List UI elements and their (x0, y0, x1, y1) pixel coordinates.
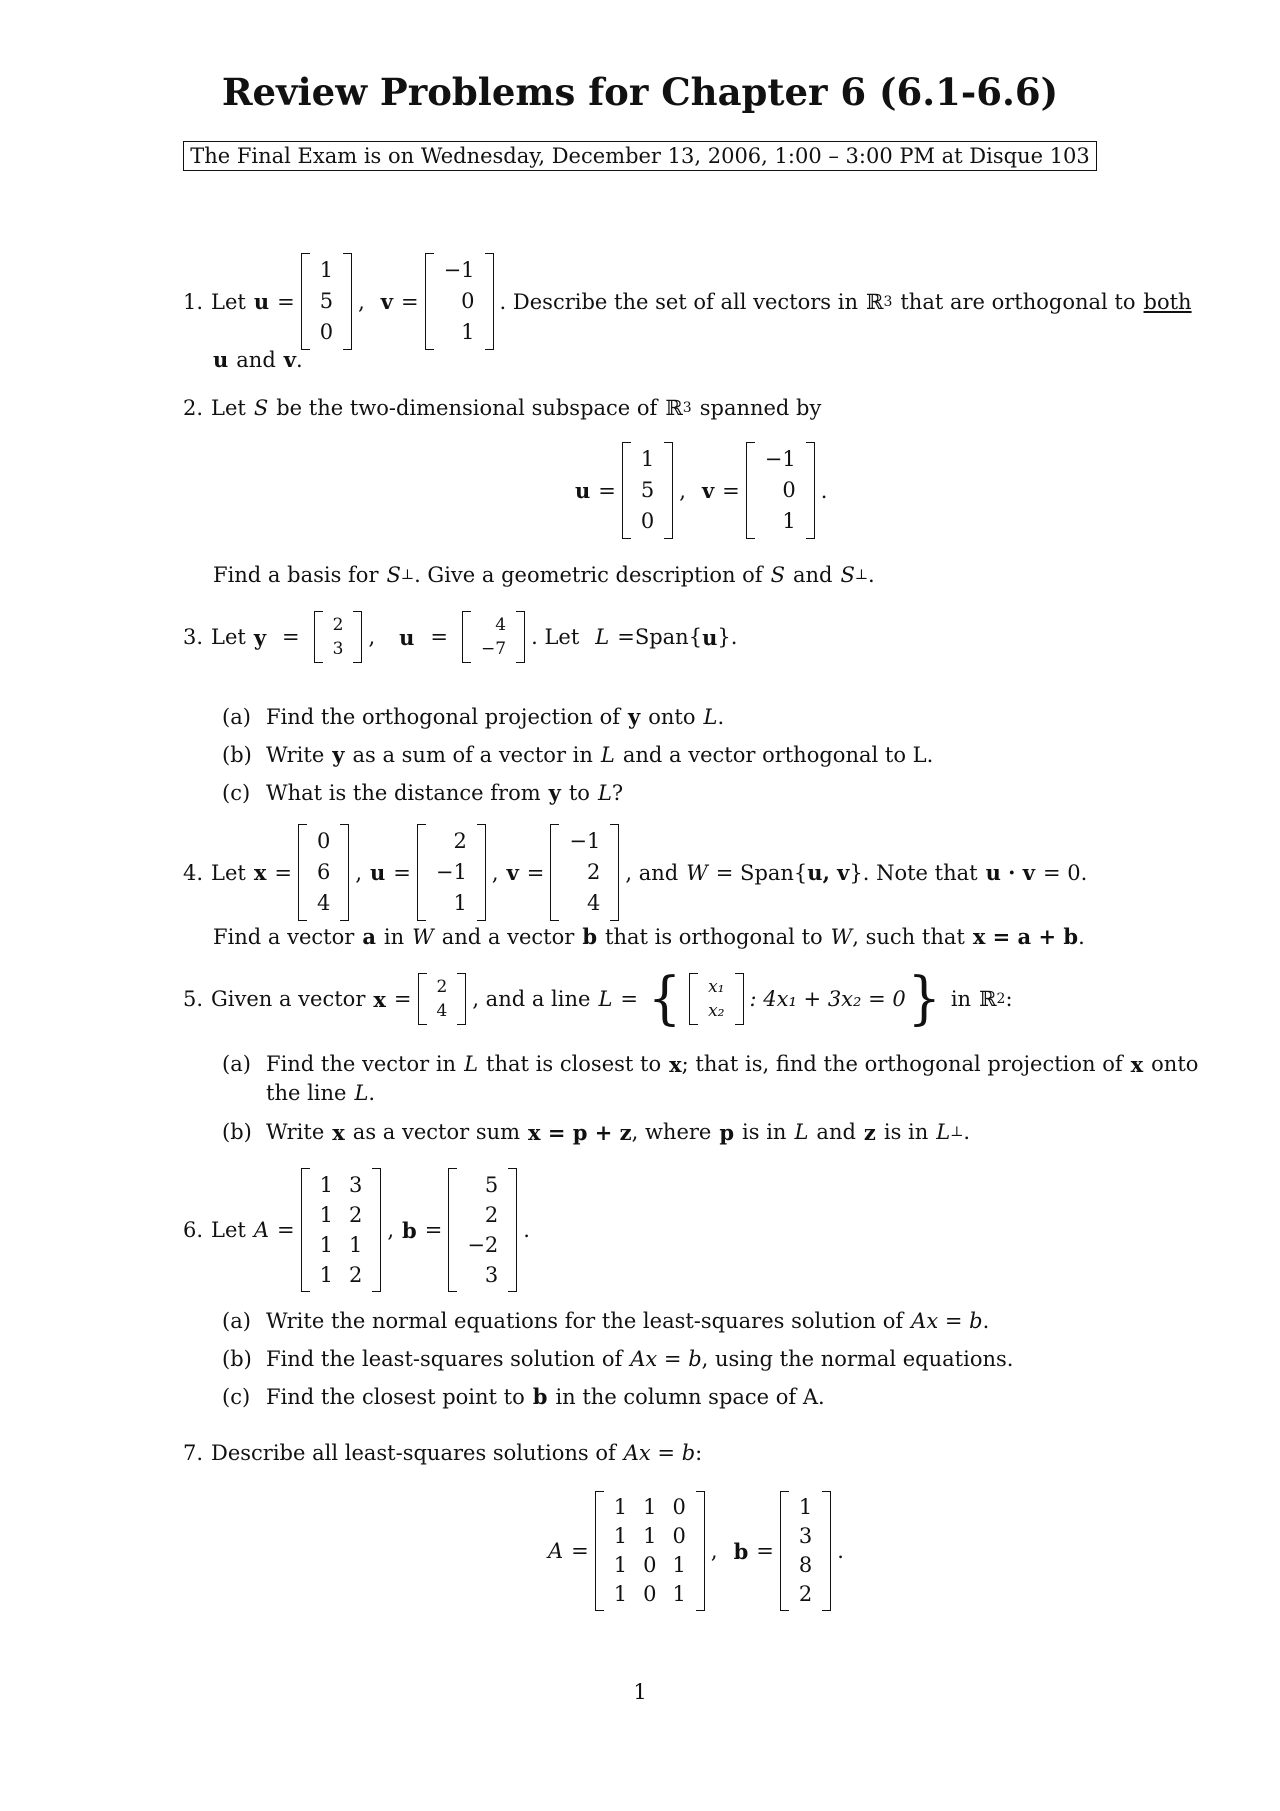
problem-1-line2 (213, 347, 303, 372)
p2-period: . (820, 478, 828, 503)
p3-u-entry: 4 (495, 614, 507, 635)
p3-eq: = (282, 625, 300, 649)
p3-label: (b) (222, 743, 252, 767)
p4-find-a: Find a vector (213, 924, 355, 949)
p1-u-vector (301, 253, 352, 350)
p7-A-entry: 0 (643, 1582, 657, 1606)
p6-c-eq: b (532, 1384, 548, 1409)
p3-u: u (399, 624, 415, 650)
p2-eq: = (598, 478, 616, 503)
problem-5-number: 5. (183, 987, 204, 1011)
p5-sup2: 2 (996, 991, 1006, 1007)
p3-L: L (595, 625, 610, 649)
problem-4-find (213, 924, 1085, 949)
p6-a-text: Write the normal equations for the least-squares solution of (266, 1309, 904, 1333)
problem-1 (183, 253, 1192, 350)
p2-v-entry: −1 (764, 447, 796, 471)
p6-part-a (222, 1302, 1013, 1340)
p6-eq: = (276, 1218, 295, 1242)
p2-text-c: spanned by (699, 396, 822, 420)
p4-u-entry: 1 (453, 891, 467, 915)
p1-u-entry: 5 (319, 289, 334, 313)
p7-A-entry: 1 (643, 1495, 657, 1519)
p1-line2-v: v (283, 347, 296, 372)
p7-b-vector (780, 1491, 831, 1611)
p4-a: a (362, 924, 376, 949)
p6-b-entry: 3 (484, 1262, 499, 1287)
problem-2 (183, 396, 821, 420)
p2-sup3: 3 (682, 400, 692, 416)
p7-A-matrix (595, 1491, 705, 1611)
p5-eq: = (393, 987, 412, 1011)
p6-b-vector (448, 1168, 517, 1292)
p7-A-entry: 1 (613, 1553, 628, 1577)
p3-comma: , (368, 625, 376, 649)
p3-a-text-b: onto (648, 705, 696, 729)
p7-colon: : (695, 1441, 703, 1465)
p5-a-end: . (368, 1081, 376, 1105)
p4-text-a: , and (625, 860, 679, 885)
p5-a-label: (a) (222, 1052, 251, 1076)
p2-R: ℝ (665, 396, 683, 420)
problem-2-number: 2. (183, 396, 204, 420)
p4-find-b: in (383, 924, 405, 949)
p3-part-a (222, 698, 933, 736)
p5-cond: : 4x₁ + 3x₂ = 0 (749, 987, 906, 1011)
problem-7-display (548, 1491, 844, 1611)
p7-eq: Ax = b (623, 1441, 696, 1465)
p2-find-and: and (792, 563, 833, 587)
p4-v-entry: 4 (586, 891, 601, 915)
p5-b-text3: , where (631, 1120, 712, 1144)
p4-find-c: and a vector (441, 924, 575, 949)
p5-b-eq: x = p + z (528, 1120, 632, 1145)
p3-u-vector (462, 611, 525, 663)
p4-xab: x = a + b (972, 924, 1079, 949)
p6-b: b (402, 1217, 417, 1243)
p5-b-end: . (963, 1120, 971, 1144)
problem-2-find (213, 563, 875, 587)
p1-eq2: = (400, 289, 419, 314)
p4-uv: u, v (807, 860, 850, 885)
p4-u-entry: 2 (453, 829, 467, 853)
p4-udotv: u · v (985, 860, 1035, 885)
p3-b-bold: y (332, 742, 345, 767)
p2-v-entry: 1 (782, 509, 796, 533)
p4-W: W (686, 860, 708, 885)
p6-b-entry: −2 (467, 1232, 499, 1257)
p4-find-e: , such that (852, 924, 965, 949)
p7-A-entry: 1 (613, 1524, 628, 1548)
p1-v: v (380, 289, 393, 314)
p3-a-text-a: Find the orthogonal projection of (266, 705, 621, 729)
p7-A-entry: 1 (613, 1495, 628, 1519)
p3-text-a: . Let (531, 625, 580, 649)
p2-S: S (253, 396, 269, 420)
problem-6-number: 6. (183, 1218, 204, 1242)
p3-label: (c) (222, 781, 251, 805)
p3-c-text-a: What is the distance from (266, 781, 541, 805)
p5-x-entry: 4 (436, 1000, 448, 1021)
p6-A-entry: 2 (348, 1202, 363, 1227)
p7-A: A (548, 1539, 564, 1563)
p3-a-text-c: . (717, 705, 725, 729)
p5-b-text4: is in (742, 1120, 787, 1144)
page-number: 1 (633, 1680, 647, 1704)
p3-text-c: }. (717, 625, 738, 649)
p5-L-entry: x₂ (708, 1000, 725, 1021)
p3-c-text-b: to (568, 781, 590, 805)
p5-b-z: z (863, 1120, 876, 1145)
p5-a-L: L (464, 1052, 479, 1076)
p4-eq3: = (526, 860, 545, 885)
p6-label: (c) (222, 1385, 251, 1409)
p5-b-x: x (332, 1120, 345, 1145)
p6-c-text: Find the closest point to (266, 1385, 525, 1409)
p3-y-entry: 3 (332, 638, 344, 659)
p4-find-d: that is orthogonal to (605, 924, 823, 949)
problem-5 (183, 966, 1013, 1032)
p2-perp2: ⊥ (854, 567, 869, 583)
p1-text-a: . Describe the set of all vectors in (499, 289, 858, 314)
p5-text-c: in (950, 987, 972, 1011)
p5-lbrace: { (648, 966, 682, 1032)
p6-A-entry: 1 (348, 1232, 363, 1257)
p2-eq2: = (722, 478, 740, 503)
p1-u: u (253, 289, 270, 314)
p6-A-entry: 1 (319, 1262, 333, 1287)
p3-u2: u (702, 624, 718, 650)
p2-v-vector (746, 442, 815, 539)
p7-A-entry: 0 (672, 1524, 686, 1548)
p7-b-entry: 2 (798, 1582, 813, 1606)
problem-4-number: 4. (183, 860, 204, 885)
p3-label: (a) (222, 705, 251, 729)
p6-A-entry: 3 (348, 1172, 363, 1197)
p7-A-entry: 1 (613, 1582, 628, 1606)
p1-eq: = (277, 289, 295, 314)
p3-c-text-c: ? (611, 781, 624, 805)
p5-b-L: L (794, 1120, 809, 1144)
p5-text-a: Given a vector (211, 987, 366, 1011)
p2-find-a: Find a basis for (213, 563, 379, 587)
p5-part-a-line2 (222, 1079, 1198, 1108)
p5-a-line2: the line (266, 1081, 347, 1105)
p6-A: A (253, 1218, 269, 1242)
p5-b-text6: is in (883, 1120, 929, 1144)
p2-find-S: S (770, 563, 785, 587)
p5-x: x (373, 986, 386, 1012)
p5-L: L (598, 987, 613, 1011)
p4-x: x (253, 860, 267, 885)
page-title: Review Problems for Chapter 6 (6.1-6.6) (221, 70, 1059, 114)
p1-v-entry: 0 (461, 289, 475, 313)
p5-b-label: (b) (222, 1120, 252, 1144)
p1-u-entry: 0 (319, 320, 334, 344)
p4-comma: , (355, 860, 363, 885)
p1-text-b: that are orthogonal to (900, 289, 1136, 314)
p6-A-entry: 1 (319, 1202, 333, 1227)
problem-2-display (575, 442, 827, 539)
p7-period: . (837, 1539, 844, 1563)
p2-find-end: . (868, 563, 875, 587)
p5-eq2: = (620, 987, 638, 1011)
p7-A-entry: 1 (643, 1524, 657, 1548)
p5-a-text3: ; that is, find the orthogonal projection of (681, 1052, 1123, 1076)
p6-c-end: in the column space of A. (555, 1385, 825, 1409)
p2-find-b: . Give a geometric description of (414, 563, 763, 587)
exam-notice-box: The Final Exam is on Wednesday, December 13, 2006, 1:00 – 3:00 PM at Disque 103 (183, 141, 1097, 171)
p7-b-entry: 8 (798, 1553, 813, 1577)
p4-W3: W (830, 924, 853, 949)
p6-b-eq: Ax = b (630, 1347, 702, 1371)
p2-comma: , (679, 478, 686, 503)
p5-b-p: p (719, 1120, 735, 1145)
p2-text-a: Let (211, 396, 246, 420)
p4-text-b: = Span{ (715, 860, 808, 885)
p5-L-entry: x₁ (708, 976, 725, 997)
p6-let: Let (211, 1218, 246, 1242)
p7-A-entry: 1 (672, 1582, 686, 1606)
p6-part-c (222, 1378, 1013, 1416)
p3-y-entry: 2 (332, 614, 344, 635)
p5-colon: : (1005, 987, 1013, 1011)
p5-a-x2: x (1130, 1052, 1144, 1077)
p2-u-entry: 1 (640, 447, 655, 471)
problem-3-number: 3. (183, 625, 204, 649)
p2-find-S2: S (840, 563, 855, 587)
p4-x-entry: 0 (316, 829, 331, 853)
p7-b-entry: 3 (798, 1524, 813, 1548)
p5-perp: ⊥ (950, 1124, 964, 1140)
p3-y-vector (314, 611, 363, 663)
p4-x-entry: 6 (316, 860, 331, 884)
p3-b-text-c: and a vector orthogonal to L. (622, 743, 934, 767)
p3-part-c (222, 774, 933, 812)
p6-a-end: . (982, 1309, 990, 1333)
p7-b: b (733, 1538, 749, 1564)
p5-b-text5: and (816, 1120, 856, 1144)
p1-line2-and: and (236, 347, 276, 372)
p3-b-text-a: Write (266, 743, 325, 767)
p5-a-text1: Find the vector in (266, 1052, 457, 1076)
p5-b-text2: as a vector sum (352, 1120, 521, 1144)
p1-both: both (1143, 289, 1192, 314)
problem-4 (183, 824, 1087, 921)
p7-A-entry: 0 (672, 1495, 686, 1519)
p4-text-c: }. Note that (849, 860, 978, 885)
p6-b-end: , using the normal equations. (701, 1347, 1014, 1371)
p7-A-entry: 1 (672, 1553, 686, 1577)
p1-let: Let (211, 289, 246, 314)
p4-v-entry: 2 (586, 860, 601, 884)
p5-rbrace: } (907, 966, 941, 1032)
p4-let: Let (211, 860, 246, 885)
p7-b-entry: 1 (798, 1495, 813, 1519)
p6-part-b (222, 1340, 1013, 1378)
p3-a-it: L (703, 705, 718, 729)
problem-6-parts (222, 1302, 1013, 1416)
p2-perp: ⊥ (400, 567, 415, 583)
p5-x-entry: 2 (436, 976, 448, 997)
p5-part-a (222, 1050, 1198, 1079)
p1-v-entry: 1 (461, 320, 475, 344)
p6-label: (b) (222, 1347, 252, 1371)
p4-W2: W (412, 924, 434, 949)
p5-L-vector (689, 973, 743, 1025)
p7-eqs: = (571, 1539, 589, 1563)
p5-b-Lperp: L (936, 1120, 951, 1144)
p2-text-b: be the two-dimensional subspace of (276, 396, 658, 420)
p4-eq2: = (393, 860, 411, 885)
p6-A-entry: 1 (319, 1232, 333, 1257)
p6-A-matrix (301, 1168, 382, 1292)
p1-v-entry: −1 (443, 258, 475, 282)
problem-7 (183, 1441, 702, 1465)
p7-eqs2: = (756, 1539, 774, 1563)
p4-comma2: , (491, 860, 499, 885)
p1-comma: , (358, 289, 365, 314)
p6-b-entry: 5 (484, 1172, 499, 1197)
p2-u-vector (622, 442, 673, 539)
p5-text-b: , and a line (472, 987, 591, 1011)
p3-a-bold: y (628, 704, 641, 729)
p7-comma: , (710, 1539, 718, 1563)
p2-v: v (701, 478, 715, 503)
p3-u-entry: −7 (481, 638, 507, 659)
p6-b-entry: 2 (484, 1202, 499, 1227)
p2-u-entry: 5 (640, 478, 655, 502)
p5-part-b (222, 1118, 1198, 1147)
p3-let: Let (211, 625, 246, 649)
p6-period: . (523, 1218, 530, 1242)
problem-5-parts (222, 1050, 1198, 1147)
p2-u-entry: 0 (640, 509, 655, 533)
notice-wrapper (0, 144, 1280, 168)
p4-eq: = (274, 860, 292, 885)
p5-a-x: x (669, 1052, 682, 1077)
problem-6 (183, 1168, 530, 1292)
p3-y: y (253, 624, 267, 650)
problem-7-number: 7. (183, 1441, 204, 1465)
p6-eq2: = (424, 1218, 443, 1242)
p3-c-it: L (597, 781, 612, 805)
p5-a-text2: that is closest to (486, 1052, 662, 1076)
p1-u-entry: 1 (319, 258, 334, 282)
p4-x-vector (298, 824, 349, 921)
p2-Sperp: S (386, 563, 401, 587)
p4-v-vector (550, 824, 619, 921)
p4-u-vector (417, 824, 486, 921)
p3-b-it: L (600, 743, 615, 767)
p1-v-vector (425, 253, 494, 350)
p3-part-b (222, 736, 933, 774)
p2-v-entry: 0 (782, 478, 796, 502)
problem-1-number: 1. (183, 289, 204, 314)
p5-b-text1: Write (266, 1120, 325, 1144)
p5-a-L2: L (354, 1081, 369, 1105)
p6-a-eq: Ax = b (911, 1309, 983, 1333)
p6-label: (a) (222, 1309, 251, 1333)
p5-a-text4: onto (1151, 1052, 1199, 1076)
p6-comma: , (387, 1218, 395, 1242)
problem-3-parts (222, 698, 933, 812)
p5-x-vector (418, 973, 467, 1025)
p3-c-bold: y (548, 780, 561, 805)
p6-A-entry: 1 (319, 1172, 333, 1197)
p3-text-b: =Span{ (617, 625, 703, 649)
p4-text-d: = 0. (1043, 860, 1088, 885)
p4-u: u (370, 860, 386, 885)
p7-text: Describe all least-squares solutions of (211, 1441, 616, 1465)
p1-line2-dot: . (295, 347, 303, 372)
p5-R: ℝ (979, 987, 997, 1011)
p3-b-text-b: as a sum of a vector in (352, 743, 593, 767)
p2-u: u (575, 478, 591, 503)
problem-3 (183, 611, 737, 663)
p4-v-entry: −1 (569, 829, 601, 853)
p1-sup3: 3 (883, 293, 893, 310)
p4-find-f: . (1078, 924, 1085, 949)
p7-A-entry: 0 (643, 1553, 657, 1577)
p6-b-text: Find the least-squares solution of (266, 1347, 623, 1371)
p4-u-entry: −1 (435, 860, 467, 884)
p6-A-entry: 2 (348, 1262, 363, 1287)
p1-line2-u: u (213, 347, 229, 372)
p4-b: b (582, 924, 597, 949)
p3-eq2: = (430, 625, 449, 649)
p4-x-entry: 4 (316, 891, 331, 915)
p1-R: ℝ (865, 289, 884, 314)
p4-v: v (506, 860, 519, 885)
